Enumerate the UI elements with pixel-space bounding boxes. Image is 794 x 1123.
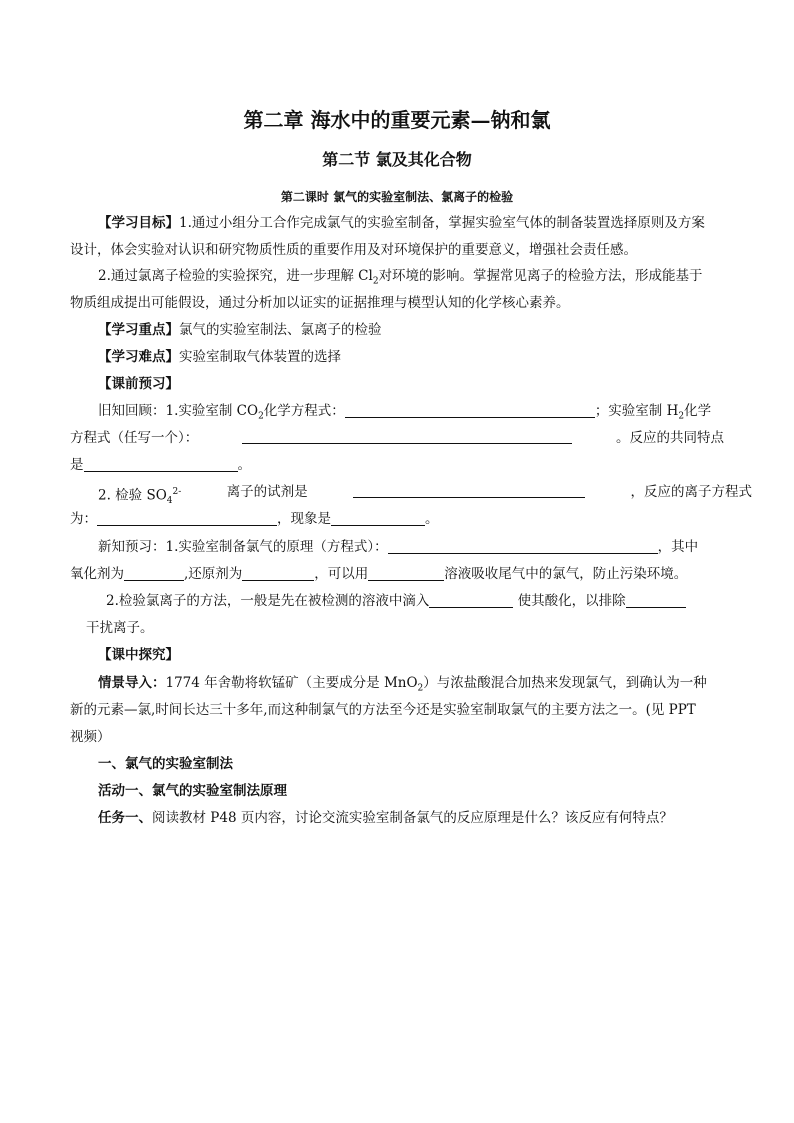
- review-text: 离子的试剂是: [226, 484, 308, 500]
- superscript: 2-: [172, 487, 182, 497]
- review-text: 。反应的共同特点: [616, 430, 724, 446]
- review-text: ；实验室制 H: [594, 403, 679, 419]
- review-text: [98, 482, 181, 511]
- preview-text: 使其酸化，以排除: [513, 593, 626, 609]
- review-q2-line-2: [70, 509, 724, 529]
- review-text: ，现象是: [277, 511, 331, 527]
- answer-blank-phenomenon[interactable]: [331, 510, 425, 526]
- goals-label: 【学习目标】: [98, 215, 179, 231]
- intro-text: ）与浓盐酸混合加热来发现氯气，到确认为一种: [423, 675, 707, 691]
- review-text: 化学方程式：: [263, 403, 345, 419]
- preview-text: ，可以用: [314, 566, 369, 582]
- new-q1-line-1: [70, 537, 752, 557]
- new-q1-line-2: [70, 564, 724, 584]
- subscript: 2: [417, 683, 424, 694]
- task-text: 阅读教材 P48 页内容，讨论交流实验室制备氯气的反应原理是什么？该反应有何特点？: [152, 810, 673, 826]
- difficulty-label: 【学习难点】: [98, 349, 179, 365]
- review-q1-line-1: [70, 401, 752, 427]
- goals-line-1: [70, 213, 752, 233]
- intro-line-2: 新的元素—氯,时间长达三十多年,而这种制氯气的方法至今还是实验室制取氯气的主要方法之一。(见 PPT: [70, 702, 696, 718]
- intro-line-1: [70, 673, 752, 699]
- focus-label: 【学习重点】: [98, 322, 179, 338]
- review-text-part: 2. 检验 SO: [98, 487, 167, 504]
- subscript: 2: [258, 411, 264, 422]
- review-q1-line-3: [70, 455, 724, 475]
- subscript: 4: [166, 496, 173, 507]
- section-heading-1: 一、氯气的实验室制法: [98, 756, 233, 772]
- review-text: 。: [237, 457, 251, 473]
- intro-text: 1774 年舍勒将软锰矿（主要成分是 MnO: [165, 675, 418, 691]
- goals-text: 2.通过氯离子检验的实验探究，进一步理解 Cl: [98, 268, 373, 284]
- preview-text: 氧化剂为: [70, 566, 124, 582]
- review-text: 化学: [684, 403, 712, 419]
- focus-line: [70, 320, 752, 340]
- answer-blank-acidifier[interactable]: [429, 592, 513, 608]
- task-label: 任务一、: [98, 810, 152, 826]
- difficulty-text: 实验室制取气体装置的选择: [179, 349, 341, 365]
- lesson-title: 第二课时 氯气的实验室制法、氯离子的检验: [280, 190, 514, 204]
- answer-blank-absorbent[interactable]: [368, 565, 444, 581]
- new-q2-line-1: [70, 591, 760, 611]
- activity-heading-1: 活动一、氯气的实验室制法原理: [98, 783, 287, 799]
- answer-blank-h2-equation[interactable]: [242, 428, 572, 444]
- subscript: 2: [372, 276, 379, 287]
- goals-line-2: 设计，体会实验对认识和研究物质性质的重要作用及对环境保护的重要意义，增强社会责任感。: [70, 242, 637, 258]
- answer-blank-cl2-equation[interactable]: [388, 538, 658, 554]
- preview-text: ，其中: [657, 539, 699, 555]
- review-q2-line-1: [70, 482, 752, 511]
- review-text: 方程式（任写一个）：: [70, 430, 199, 446]
- task-line-1: [70, 808, 752, 828]
- difficulty-line: [70, 347, 752, 367]
- answer-blank-co2-equation[interactable]: [345, 402, 595, 418]
- answer-blank-so4-reagent[interactable]: [353, 482, 585, 498]
- preview-text: ,还原剂为: [184, 566, 243, 582]
- goals-line-3: [70, 266, 752, 292]
- intro-line-3: 视频）: [70, 729, 111, 745]
- review-text: 是: [70, 457, 84, 473]
- goals-text: 对环境的影响。掌握常见离子的检验方法，形成能基于: [378, 268, 703, 284]
- review-text: 旧知回顾：1.实验室制 CO: [98, 403, 259, 419]
- answer-blank-oxidant[interactable]: [124, 565, 184, 581]
- answer-blank-interfering-ion[interactable]: [626, 592, 686, 608]
- goals-text: 1.通过小组分工合作完成氯气的实验室制备，掌握实验室气体的制备装置选择原则及方案: [179, 215, 705, 231]
- new-q2-line-2: 干扰离子。: [86, 620, 154, 636]
- section-title: 第二节 氯及其化合物: [322, 150, 472, 169]
- intro-label: 情景导入：: [98, 675, 166, 691]
- preview-text: 新知预习：1.实验室制备氯气的原理（方程式）：: [98, 539, 388, 555]
- explore-heading: 【课中探究】: [98, 647, 179, 663]
- answer-blank-ionic-equation[interactable]: [97, 510, 277, 526]
- subscript: 2: [678, 411, 685, 422]
- preview-text: 溶液吸收尾气中的氯气，防止污染环境。: [444, 566, 688, 582]
- focus-text: 氯气的实验室制法、氯离子的检验: [179, 322, 382, 338]
- review-text: 为：: [70, 511, 97, 527]
- preview-text: 2.检验氯离子的方法，一般是先在被检测的溶液中滴入: [106, 593, 430, 609]
- review-text: 。: [425, 511, 439, 527]
- preview-heading: 【课前预习】: [98, 376, 179, 392]
- review-text: ，反应的离子方程式: [630, 484, 752, 500]
- answer-blank-reductant[interactable]: [242, 565, 314, 581]
- chapter-title: 第二章 海水中的重要元素—钠和氯: [243, 108, 551, 132]
- review-q1-line-2: [70, 428, 724, 448]
- answer-blank-common-feature[interactable]: [84, 456, 238, 472]
- goals-line-4: 物质组成提出可能假设，通过分析加以证实的证据推理与模型认知的化学核心素养。: [70, 295, 570, 311]
